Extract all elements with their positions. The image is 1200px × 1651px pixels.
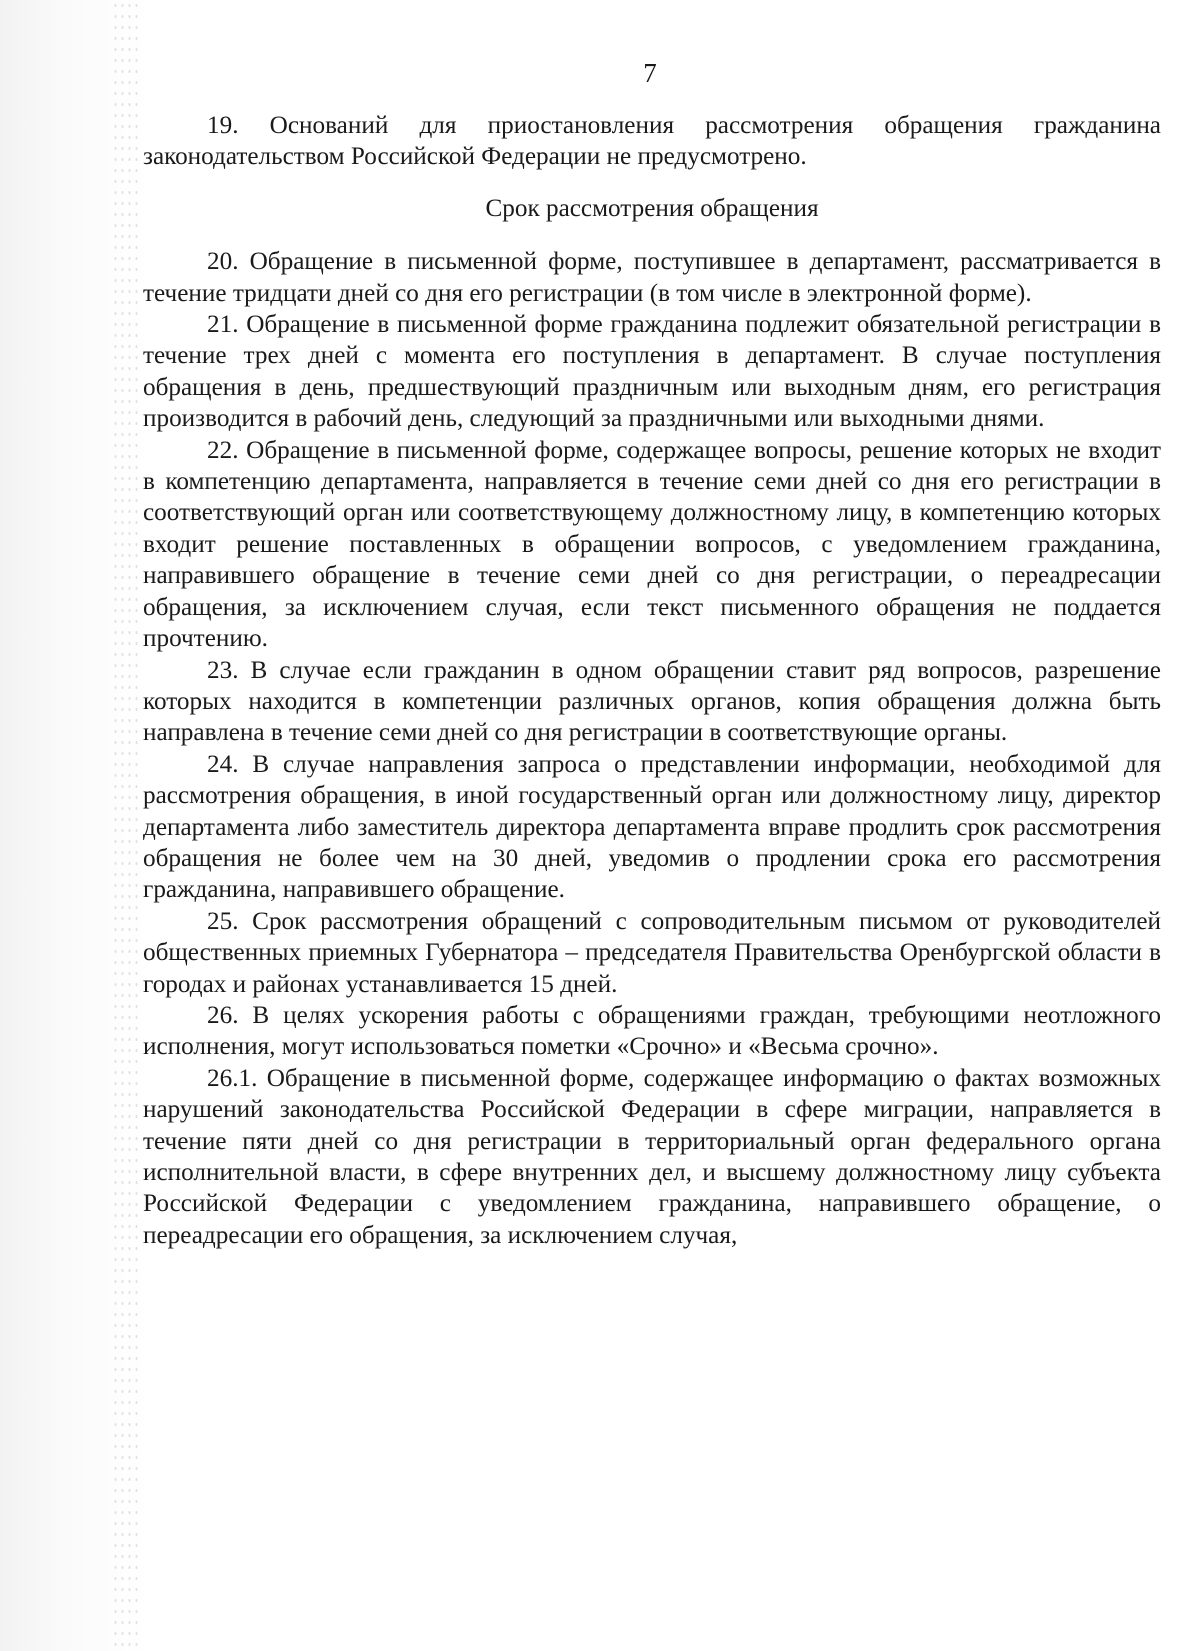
paragraph-24: 24. В случае направления запроса о представлении информации, необходимой для рассмотрения обращения, в иной государственный орган или должностному лицу, директор департамента либо заместитель директора департамента вправе продлить срок рассмотрения обращения не более чем на 30 дней, уведомив о продлении срока его рассмотрения гражданина, направившего обращение. [143, 750, 1161, 904]
paragraph-20: 20. Обращение в письменной форме, поступившее в департамент, рассматривается в течение тридцати дней со дня его регистрации (в том числе в электронной форме). [143, 248, 1161, 307]
page-number: 7 [643, 58, 657, 88]
paragraph-25: 25. Срок рассмотрения обращений с сопроводительным письмом от руководителей общественных приемных Губернатора – председателя Правительства Оренбургской области в городах и районах устанавливается 15 дней. [143, 907, 1161, 998]
paragraph-19: 19. Оснований для приостановления рассмотрения обращения гражданина законодательством Российской Федерации не предусмотрено. [143, 112, 1161, 171]
document-body [143, 110, 1161, 1251]
paragraph-23: 23. В случае если гражданин в одном обращении ставит ряд вопросов, разрешение которых находится в компетенции различных органов, копия обращения должна быть направлена в течение семи дней со дня регистрации в соответствующие органы. [143, 656, 1161, 747]
paragraph-26-1: 26.1. Обращение в письменной форме, содержащее информацию о фактах возможных нарушений законодательства Российской Федерации в сфере миграции, направляется в течение пяти дней со дня регистрации в территориальный орган федерального органа исполнительной власти, в сфере внутренних дел, и высшему должностному лицу субъекта Российской Федерации с уведомлением гражданина, направившего обращение, о переадресации его обращения, за исключением случая, [143, 1064, 1161, 1249]
paragraph-21: 21. Обращение в письменной форме гражданина подлежит обязательной регистрации в течение трех дней с момента его поступления в департамент. В случае поступления обращения в день, предшествующий праздничным или выходным дням, его регистрация производится в рабочий день, следующий за праздничными или выходными днями. [143, 311, 1161, 433]
section-heading: Срок рассмотрения обращения [485, 194, 819, 222]
paragraph-26: 26. В целях ускорения работы с обращениями граждан, требующими неотложного исполнения, могут использоваться пометки «Срочно» и «Весьма срочно». [143, 1001, 1161, 1061]
paragraph-22: 22. Обращение в письменной форме, содержащее вопросы, решение которых не входит в компетенцию департамента, направляется в течение семи дней со дня его регистрации в соответствующий орган или соответствующему должностному лицу, в компетенцию которых входит решение поставленных в обращении вопросов, с уведомлением гражданина, направившего обращение в течение семи дней со дня регистрации, о переадресации обращения, за исключением случая, если текст письменного обращения не поддается прочтению. [143, 436, 1161, 653]
scan-noise [112, 0, 140, 1651]
